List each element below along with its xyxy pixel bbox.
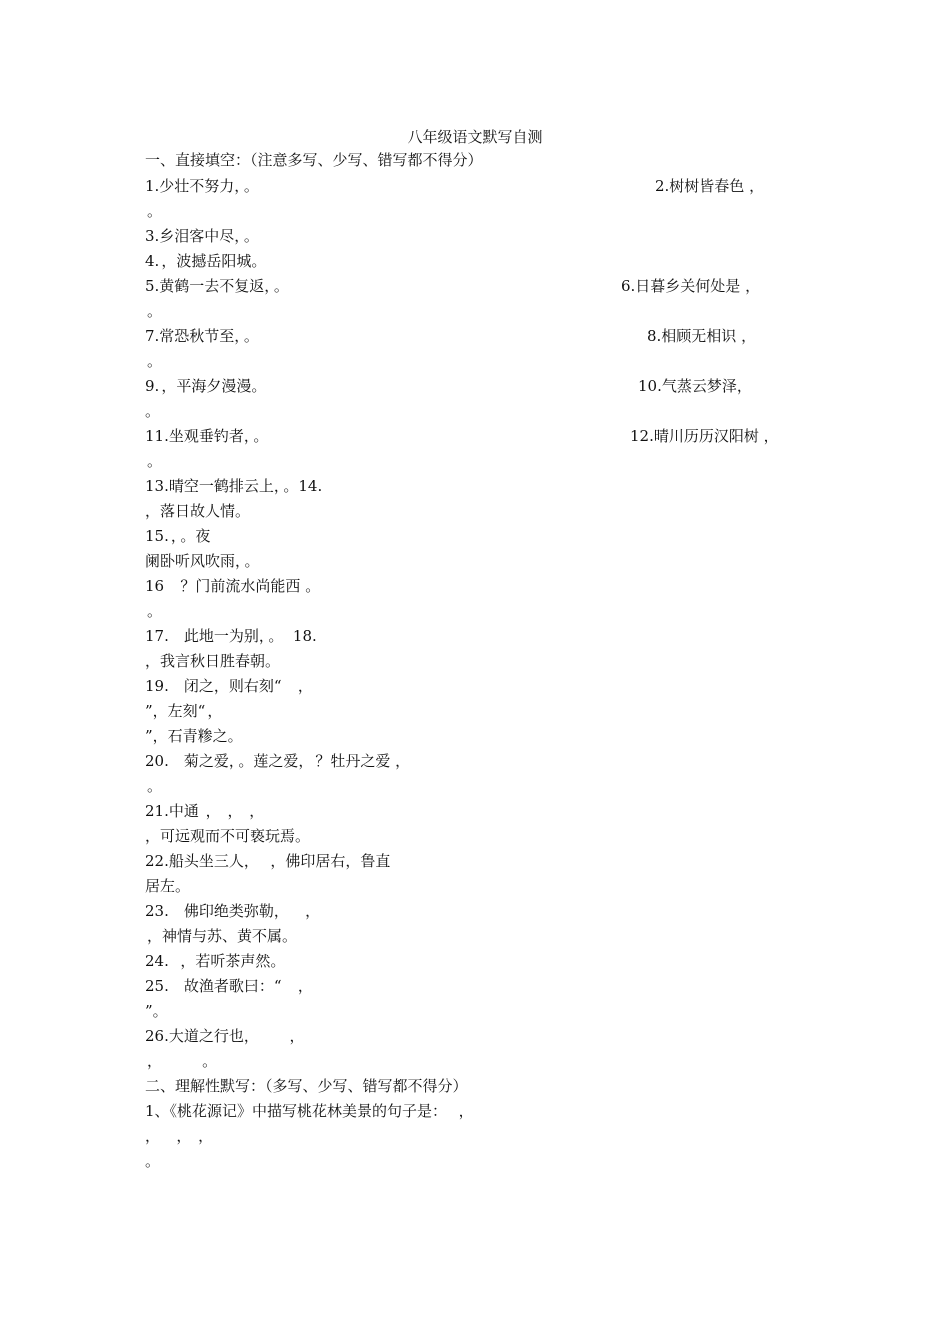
question-12: 12.晴川历历汉阳树 ， [630, 427, 779, 445]
question-22-line-2: 居左。 [145, 877, 191, 895]
question-7: 7.常恐秋节至， 。 [145, 327, 259, 345]
question-26: 26.大道之行也， ， [145, 1027, 305, 1045]
section-2-heading: 二、理解性默写：（多写、少写、错写都不得分） [145, 1077, 468, 1095]
question-26-line-2: ， 。 [147, 1052, 218, 1070]
page-title: 八年级语文默写自测 [407, 128, 543, 146]
question-23: 23. 佛印绝类弥勒， ， [145, 902, 321, 920]
question-20: 20. 菊之爱， 。莲之爱， ？牡丹之爱 ， [145, 752, 411, 770]
question-19-line-2: ”，左刻“ ， [145, 702, 223, 720]
question-6: 6.日暮乡关何处是 ， [621, 277, 761, 295]
question-2: 2.树树皆春色 ， [655, 177, 765, 195]
question-6-line-2: 。 [147, 302, 163, 320]
question-23-line-2: ，神情与苏、黄不属。 [147, 927, 298, 945]
section-1-heading: 一、直接填空：（注意多写、少写、错写都不得分） [145, 151, 483, 169]
question-25-line-2: ”。 [145, 1002, 168, 1020]
question-18-line-2: ，我言秋日胜春朝。 [145, 652, 281, 670]
question-16-line-2: 。 [147, 602, 163, 620]
question-13: 13.晴空一鹤排云上， 。14. [145, 477, 323, 495]
question-8-line-2: 。 [147, 352, 163, 370]
question-25: 25. 故渔者歌曰：“ ， [145, 977, 313, 995]
question-14-line-2: ，落日故人情。 [145, 502, 251, 520]
question-22: 22.船头坐三人， ，佛印居右，鲁直 [145, 852, 391, 870]
question-16: 16 ？门前流水尚能西 。 [145, 577, 321, 595]
question-10: 10.气蒸云梦泽， [638, 377, 752, 395]
question-5: 5.黄鹤一去不复返， 。 [145, 277, 289, 295]
question-2-line-2: 。 [147, 202, 163, 220]
comprehension-1: 1、《桃花源记》中描写桃花林美景的句子是： ， [145, 1102, 474, 1120]
question-1: 1.少壮不努力， 。 [145, 177, 259, 195]
question-21-line-2: ，可远观而不可亵玩焉。 [145, 827, 311, 845]
question-21: 21.中通 ， ， ， [145, 802, 265, 820]
question-8: 8.相顾无相识 ， [647, 327, 757, 345]
question-15-line-2: 阑卧听风吹雨， 。 [145, 552, 260, 570]
question-19-line-3: ”，石青糁之。 [145, 727, 243, 745]
question-15: 15. ， 。夜 [145, 527, 211, 545]
question-10-line-2: 。 [145, 402, 161, 420]
question-9: 9. ，平海夕漫漫。 [145, 377, 267, 395]
question-3: 3.乡泪客中尽， 。 [145, 227, 259, 245]
question-12-line-2: 。 [147, 452, 163, 470]
comprehension-1-line-2: ， ， ， [145, 1127, 214, 1145]
question-17: 17. 此地一为别， 。 18. [145, 627, 317, 645]
question-20-line-2: 。 [147, 777, 163, 795]
comprehension-1-line-3: 。 [145, 1152, 161, 1170]
question-11: 11.坐观垂钓者， 。 [145, 427, 269, 445]
question-19: 19. 闭之，则右刻“ ， [145, 677, 313, 695]
question-4: 4. ，波撼岳阳城。 [145, 252, 267, 270]
question-24: 24. ，若听茶声然。 [145, 952, 286, 970]
